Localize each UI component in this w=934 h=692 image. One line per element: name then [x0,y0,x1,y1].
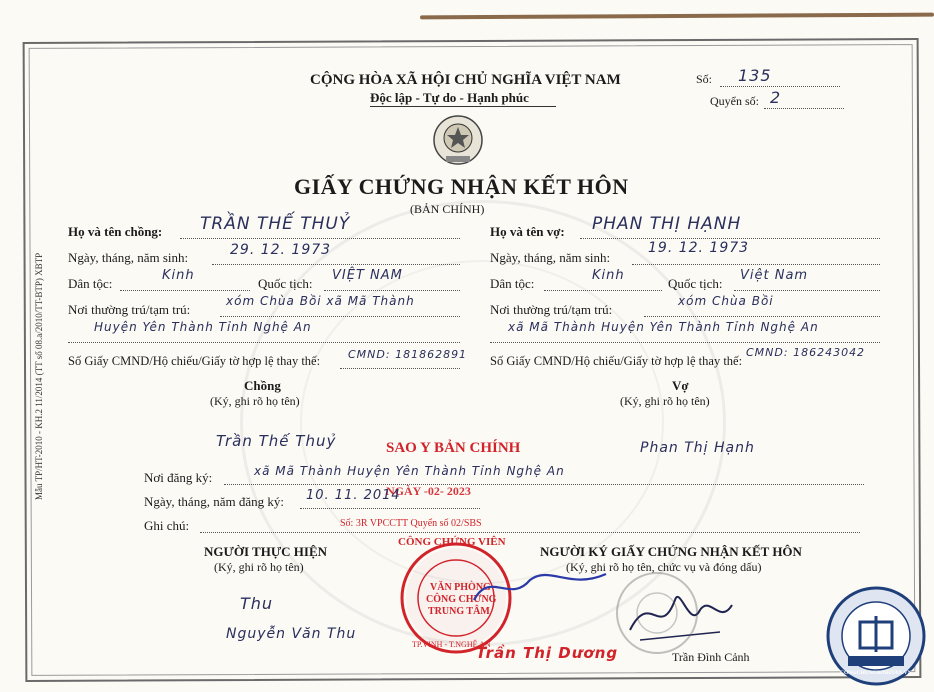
issuer-name: Trần Đình Cảnh [672,650,750,664]
executor-signature-mark: Thu [240,594,274,613]
notary-signature-icon [470,560,610,610]
husband-ethnic-value: Kinh [162,268,195,283]
wife-nation-value: Việt Nam [740,268,809,283]
issuer-seal-icon [612,568,702,658]
registration-place-value: xã Mã Thành Huyện Yên Thành Tỉnh Nghệ An [254,464,565,478]
husband-address-line2: Huyện Yên Thành Tỉnh Nghệ An [94,320,312,334]
stamp-line1: VĂN PHÒNG [430,582,491,593]
registration-date-value: 10. 11. 2014 [306,488,401,503]
national-emblem-icon [432,112,484,168]
wife-id-label: Số Giấy CMND/Hộ chiếu/Giấy tờ hợp lệ thay thế: [490,354,743,368]
copy-stamp-position: CÔNG CHỨNG VIÊN [398,536,506,548]
wife-name-label: Họ và tên vợ: [490,224,565,239]
husband-id-label: Số Giấy CMND/Hộ chiếu/Giấy tờ hợp lệ thay thế: [68,354,321,368]
document-title: GIẤY CHỨNG NHẬN KẾT HÔN [294,174,629,199]
wife-id-value: CMND: 186243042 [746,346,866,359]
quyen-value: 2 [770,88,782,107]
wife-dob-label: Ngày, tháng, năm sinh: [490,250,611,265]
husband-address-label: Nơi thường trú/tạm trú: [68,302,191,317]
issuer-title: NGƯỜI KÝ GIẤY CHỨNG NHẬN KẾT HÔN [540,544,802,559]
document-subtitle: (BẢN CHÍNH) [410,202,485,216]
copy-stamp-number: Số: 3R VPCCTT Quyển số 02/SBS [340,518,482,529]
so-label: Số: [696,72,713,86]
form-code-vertical: Mẫu TP/HT-2010 - KH.2 11/2014 (TT số 08.a/2010/TT-BTP) XBTP [34,252,44,500]
husband-dob-value: 29. 12. 1973 [230,242,332,258]
stamp-ring-text: TP.VINH - T.NGHỆ AN [412,640,491,649]
husband-nation-value: VIỆT NAM [332,268,403,283]
wife-address-line2: xã Mã Thành Huyện Yên Thành Tỉnh Nghệ An [508,320,819,334]
stamp-line2: CÔNG CHỨNG [426,594,497,605]
executor-name: Nguyễn Văn Thu [226,626,357,642]
wife-dob-value: 19. 12. 1973 [648,240,750,256]
husband-sign-title: Chồng [244,378,281,393]
registration-note-label: Ghi chú: [144,518,190,533]
husband-address-line1: xóm Chùa Bồi xã Mã Thành [226,294,415,308]
husband-nation-label: Quốc tịch: [258,276,313,291]
wife-ethnic-value: Kinh [592,268,625,283]
wife-address-label: Nơi thường trú/tạm trú: [490,302,613,317]
wife-address-line1: xóm Chùa Bồi [678,294,774,308]
side-code-wrap [34,252,48,514]
wife-nation-label: Quốc tịch: [668,276,723,291]
executor-title: NGƯỜI THỰC HIỆN [204,544,328,559]
copy-stamp-date: NGÀY -02- 2023 [386,484,471,498]
executor-note: (Ký, ghi rõ họ tên) [214,560,304,574]
stamp-line3: TRUNG TÂM [428,606,490,617]
husband-signature-name: Trần Thế Thuỷ [216,432,337,450]
husband-sign-note: (Ký, ghi rõ họ tên) [210,394,300,408]
notary-signer-name: Trần Thị Dương [476,644,619,662]
quyen-label: Quyển số: [710,94,759,108]
motto-underline [370,106,556,107]
registration-place-label: Nơi đăng ký: [144,470,213,485]
so-value: 135 [738,66,772,85]
husband-name-label: Họ và tên chồng: [68,224,163,239]
country-name: CỘNG HÒA XÃ HỘI CHỦ NGHĨA VIỆT NAM [310,72,621,88]
motto: Độc lập - Tự do - Hạnh phúc [370,90,529,105]
wife-name-value: PHAN THỊ HẠNH [592,214,742,234]
registration-date-label: Ngày, tháng, năm đăng ký: [144,494,284,509]
husband-id-value: CMND: 181862891 [348,348,468,361]
logo-url: CONGCHUNGBINHTAN.VN [840,670,912,676]
issuer-note: (Ký, ghi rõ họ tên, chức vụ và đóng dấu) [566,560,762,574]
copy-stamp-title: SAO Y BẢN CHÍNH [386,440,521,456]
husband-name-value: TRẦN THẾ THUỶ [200,214,351,234]
husband-dob-label: Ngày, tháng, năm sinh: [68,250,189,265]
husband-ethnic-label: Dân tộc: [68,276,113,291]
wife-ethnic-label: Dân tộc: [490,276,535,291]
wife-signature-name: Phan Thị Hạnh [640,440,755,456]
wife-sign-note: (Ký, ghi rõ họ tên) [620,394,710,408]
wife-sign-title: Vợ [672,378,689,393]
torn-edge [420,13,934,20]
